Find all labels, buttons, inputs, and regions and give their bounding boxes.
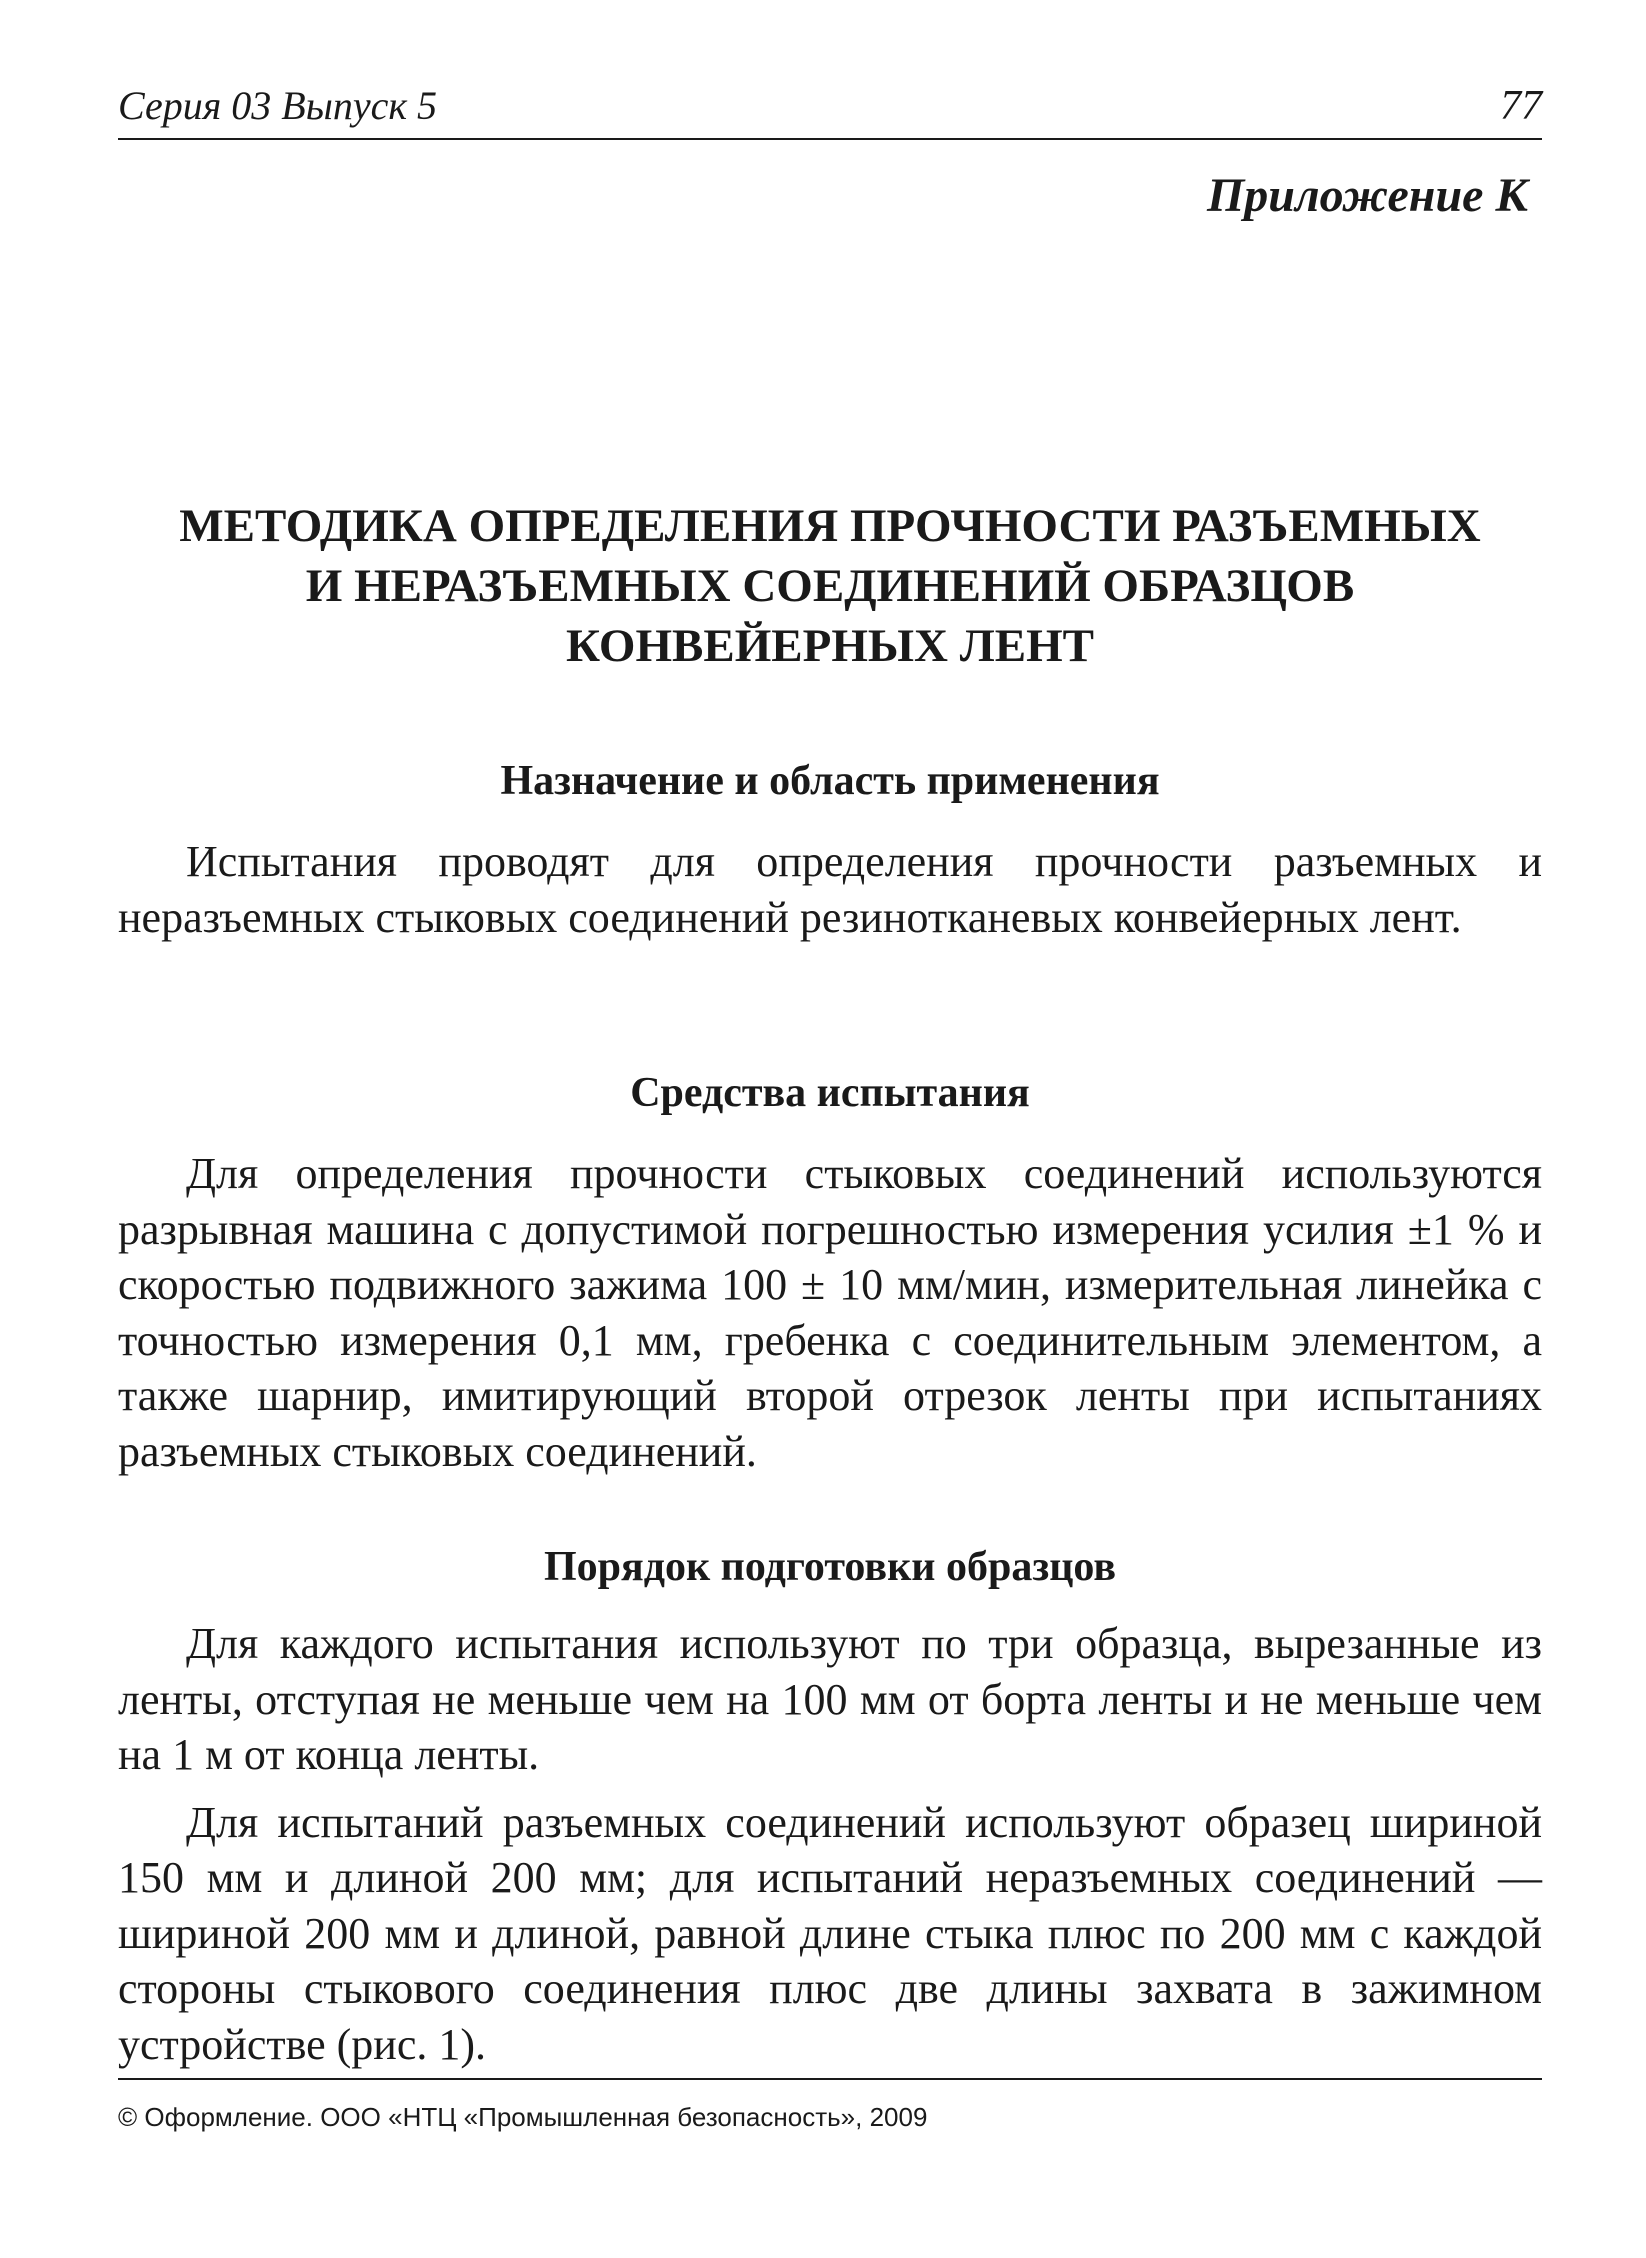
paragraph: Испытания проводят для определения прочности разъемных и неразъемных стыковых соединений резинотканевых конвейерных лент. xyxy=(118,837,1542,942)
section-purpose xyxy=(118,754,1542,945)
appendix-label: Приложение К xyxy=(1206,169,1528,222)
section-equipment xyxy=(118,1066,1542,1479)
section-heading: Порядок подготовки образцов xyxy=(543,1544,1117,1590)
page-footer xyxy=(118,2078,1542,2134)
section-sample-preparation xyxy=(118,1540,1542,2072)
page-number: 77 xyxy=(1500,83,1542,129)
paragraph: Для определения прочности стыковых соединений используются разрывная машина с допустимой погрешностью измерения усилия ±1 % и скоростью подвижного зажима 100 ± 10 мм/мин, измерительная линейка с точностью измерения 0,1 мм, гребенка с соединительным элементом, а также шарнир, имитирующий второй отрезок ленты при испытаниях разъемных стыковых соединений. xyxy=(118,1149,1542,1476)
running-header xyxy=(118,78,1542,140)
title-line: МЕТОДИКА ОПРЕДЕЛЕНИЯ ПРОЧНОСТИ РАЗЪЕМНЫХ xyxy=(179,500,1481,552)
document-title xyxy=(118,496,1542,676)
section-heading: Средства испытания xyxy=(630,1070,1030,1116)
section-heading: Назначение и область применения xyxy=(500,758,1160,804)
copyright-text: © Оформление. ООО «НТЦ «Промышленная безопасность», 2009 xyxy=(118,2102,928,2132)
title-line: КОНВЕЙЕРНЫХ ЛЕНТ xyxy=(565,620,1094,672)
title-line: И НЕРАЗЪЕМНЫХ СОЕДИНЕНИЙ ОБРАЗЦОВ xyxy=(305,560,1355,612)
running-title: Серия 03 Выпуск 5 xyxy=(118,83,438,128)
paragraph: Для каждого испытания используют по три образца, вырезанные из ленты, отступая не меньше чем на 100 мм от борта ленты и не меньше чем на 1 м от конца ленты. xyxy=(118,1619,1542,1779)
paragraph: Для испытаний разъемных соединений используют образец шириной 150 мм и длиной 200 мм; для испытаний неразъемных соединений — шириной 200 мм и длиной, равной длине стыка плюс по 200 мм с каждой стороны стыкового соединения плюс две длины захвата в зажимном устройстве (рис. 1). xyxy=(118,1797,1542,2069)
